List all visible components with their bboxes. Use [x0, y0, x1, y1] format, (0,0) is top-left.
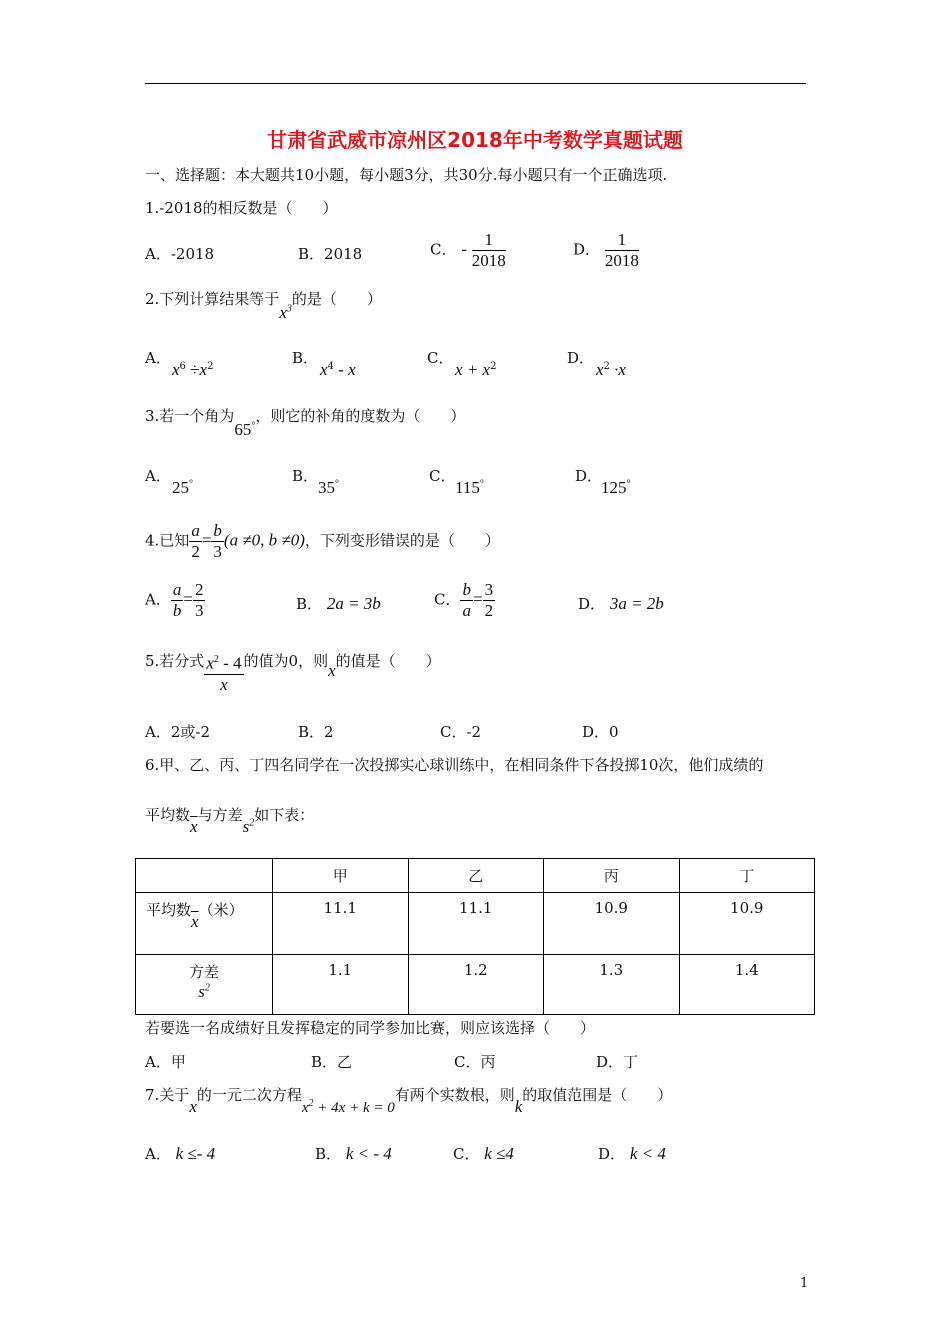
table-cell: 11.1	[273, 893, 409, 955]
q3-d-label: D．	[575, 467, 603, 485]
q4-option-a	[145, 580, 205, 621]
q4-stem	[145, 521, 500, 562]
q6-stem-line2	[145, 804, 315, 836]
q3-d-deg: °	[626, 478, 631, 490]
q1-option-c	[430, 230, 506, 271]
q6-line2-post: 如下表：	[254, 806, 315, 824]
q1-d-den: 2018	[604, 251, 639, 270]
q4-option-d	[578, 593, 664, 614]
q7-option-a	[145, 1143, 215, 1164]
q4-f1-num: a	[191, 521, 200, 540]
q2-a-exp2: 2	[207, 361, 214, 372]
q3-stem-pre: 3.若一个角为	[145, 407, 235, 425]
q7-var: x	[189, 1097, 197, 1116]
q2-c-exp: 2	[490, 361, 497, 372]
row-label-variance	[136, 955, 273, 1015]
q3-c-label: C．	[429, 467, 456, 485]
q2-b-x: x	[320, 360, 328, 379]
q6-line2-pre: 平均数	[145, 806, 191, 824]
q3-stem-deg: °	[251, 420, 256, 432]
table-cell: 11.1	[408, 893, 544, 955]
q4-a-frac-2	[193, 580, 206, 621]
q4-c-eq: =	[472, 589, 483, 609]
q5-num-x: x	[206, 653, 214, 673]
table-row	[136, 893, 815, 955]
q1-option-d	[573, 230, 639, 271]
q3-c-val: 115	[455, 478, 480, 497]
q3-option-b	[318, 478, 339, 498]
row-label-mean	[136, 893, 273, 955]
q4-option-b	[296, 593, 381, 614]
q6-option-d: D．丁	[596, 1053, 639, 1071]
q7-eq-exp: 2	[308, 1098, 314, 1109]
q2-option-c	[455, 360, 496, 380]
q5-option-c: C．-2	[440, 723, 482, 741]
q4-a-num2: 2	[194, 580, 204, 599]
q6-s-exp: 2	[249, 817, 255, 829]
q7-stem-post: 的取值范围是（ ）	[522, 1086, 673, 1104]
q4-f1-den: 2	[191, 542, 200, 561]
q4-a-den: b	[172, 601, 182, 620]
q7-option-c	[453, 1143, 514, 1164]
q6-option-a: A．甲	[145, 1053, 186, 1071]
q2-a-op: ÷	[185, 360, 200, 379]
table-cell: 10.9	[544, 893, 680, 955]
q2-option-a	[172, 360, 213, 380]
table-header-cell	[136, 859, 273, 893]
q7-stem-mid: 的一元二次方程	[196, 1086, 302, 1104]
q4-a-label: A．	[145, 590, 171, 609]
q5-fraction	[204, 650, 243, 695]
q4-a-eq: =	[183, 589, 193, 609]
q4-b-label: B．	[296, 595, 323, 613]
q3-b-val: 35	[318, 478, 335, 497]
q1-option-a: A．-2018	[145, 245, 215, 263]
table-header-cell: 丁	[679, 859, 815, 893]
table-header-cell: 乙	[408, 859, 544, 893]
row2-s-exp: 2	[204, 982, 210, 994]
q2-d-x: x	[596, 360, 604, 379]
q4-frac-2	[211, 521, 224, 562]
q2-option-b	[320, 360, 356, 380]
q4-c-num2: 3	[484, 580, 494, 599]
q4-c-den2: 2	[484, 601, 494, 620]
q3-option-d	[601, 478, 631, 498]
q4-frac-1	[189, 521, 202, 562]
q5-stem-mid: 的值为0，则	[243, 652, 329, 670]
q2-stem	[145, 288, 382, 322]
q2-a-label: A．	[145, 349, 171, 367]
q7-c-label: C．	[453, 1145, 480, 1163]
q2-c-label: C．	[427, 349, 454, 367]
table-cell: 1.1	[273, 955, 409, 1015]
q7-eq-x: x	[301, 1100, 309, 1116]
q3-a-val: 25	[172, 478, 189, 497]
table-cell: 1.4	[679, 955, 815, 1015]
q2-a-x2: x	[199, 360, 208, 379]
row1-label-pre: 平均数	[146, 901, 192, 919]
q2-d-label: D．	[567, 349, 595, 367]
q5-num-rest: - 4	[218, 653, 242, 673]
q2-b-exp: 4	[327, 361, 334, 372]
q3-stem-post: ，则它的补角的度数为（ ）	[255, 407, 466, 425]
q3-stem-val: 65	[234, 420, 252, 439]
q4-c-frac-2	[483, 580, 496, 621]
q3-option-a	[172, 478, 193, 498]
q2-b-label: B．	[292, 349, 319, 367]
table-header-cell: 丙	[544, 859, 680, 893]
table-header-row	[136, 859, 815, 893]
q1-c-den: 2018	[471, 251, 506, 270]
q6-line2-mid: 与方差	[197, 806, 243, 824]
q4-stem-pre: 4.已知	[145, 531, 190, 550]
q2-c-math: x + x	[455, 360, 491, 379]
q5-option-b: B．2	[298, 723, 334, 741]
q6-stem: 6.甲、乙、丙、丁四名同学在一次投掷实心球训练中，在相同条件下各投掷10次，他们成绩的	[145, 756, 764, 774]
q7-option-b	[315, 1143, 392, 1164]
q4-option-c	[434, 580, 495, 621]
q4-b-math: 2a = 3b	[326, 594, 381, 613]
score-table	[135, 858, 815, 1015]
q4-a-den2: 3	[194, 601, 204, 620]
table-cell: 1.3	[544, 955, 680, 1015]
q2-a-x1: x	[172, 360, 180, 379]
q6-option-b: B．乙	[311, 1053, 353, 1071]
table-header-cell: 甲	[273, 859, 409, 893]
q7-a-label: A．	[145, 1145, 171, 1163]
q4-f2-den: 3	[213, 542, 222, 561]
q1-c-fraction	[472, 230, 506, 271]
q4-c-frac-1	[460, 580, 473, 621]
q4-stem-post: ，下列变形错误的是（ ）	[304, 531, 500, 550]
q5-num-exp: 2	[213, 654, 219, 665]
q6-xbar: $\overline{x}$	[190, 817, 198, 836]
q7-stem-mid2: 有两个实数根，则	[394, 1086, 515, 1104]
q2-d-rest: ·x	[609, 360, 626, 379]
q4-condition: (a ≠0, b ≠0)	[223, 530, 305, 550]
q4-c-den: a	[462, 601, 471, 620]
q5-den: x	[220, 674, 228, 694]
q4-a-num: a	[172, 580, 182, 599]
q7-k: k	[514, 1097, 523, 1116]
q4-c-num: b	[462, 580, 471, 599]
q2-b-rest: - x	[333, 360, 356, 379]
table-cell: 1.2	[408, 955, 544, 1015]
q3-d-val: 125	[601, 478, 627, 497]
q3-c-deg: °	[479, 478, 484, 490]
q7-eq-rest: + 4x + k = 0	[313, 1100, 395, 1116]
q5-var: x	[328, 661, 336, 680]
q3-a-label: A．	[145, 467, 171, 485]
q5-stem-pre: 5.若分式	[145, 652, 205, 670]
header-rule	[145, 83, 806, 84]
q1-stem: 1.-2018的相反数是（ ）	[145, 199, 338, 217]
q2-stem-pre: 2.下列计算结果等于	[145, 290, 280, 308]
q4-c-label: C．	[434, 590, 461, 609]
q5-stem-post: 的值是（ ）	[335, 652, 441, 670]
q7-b-label: B．	[315, 1145, 342, 1163]
q7-option-d	[598, 1143, 666, 1164]
q6-s: s	[242, 817, 250, 836]
q3-b-deg: °	[335, 478, 339, 490]
section-heading: 一、选择题：本大题共10小题，每小题3分，共30分.每小题只有一个正确选项.	[145, 166, 668, 184]
q5-option-a: A．2或-2	[145, 723, 210, 741]
q7-d-math: k < 4	[629, 1144, 666, 1163]
table-cell: 10.9	[679, 893, 815, 955]
q3-a-deg: °	[189, 478, 193, 490]
page-title: 甘肃省武威市凉州区2018年中考数学真题试题	[267, 128, 683, 152]
q4-eq: =	[201, 530, 212, 550]
q5-option-d: D．0	[582, 723, 619, 741]
q1-c-label: C．	[430, 240, 457, 259]
q7-stem	[145, 1084, 673, 1116]
q7-d-label: D．	[598, 1145, 626, 1163]
q2-a-exp1: 6	[179, 361, 186, 372]
q7-a-math: k ≤- 4	[175, 1144, 216, 1163]
row1-xbar: $\overline{x}$	[191, 912, 199, 931]
q4-a-frac-1	[171, 580, 184, 621]
q2-option-d	[596, 360, 626, 380]
q3-b-label: B．	[292, 467, 319, 485]
q1-c-num: 1	[472, 230, 506, 251]
table-row	[136, 955, 815, 1015]
q4-d-math: 3a = 2b	[609, 594, 664, 613]
q2-stem-exp: 3	[286, 303, 292, 315]
q1-option-b: B．2018	[298, 245, 363, 263]
q3-option-c	[455, 478, 484, 498]
q2-stem-var: x	[279, 303, 287, 322]
q4-f2-num: b	[213, 521, 222, 540]
q1-d-num: 1	[605, 230, 639, 251]
q7-c-math: k ≤4	[484, 1144, 514, 1163]
q4-d-label: D．	[578, 595, 606, 613]
q1-c-sign: -	[461, 239, 467, 259]
page-number: 1	[800, 1276, 809, 1291]
q1-d-label: D．	[573, 240, 601, 259]
q6-option-c: C．丙	[454, 1053, 496, 1071]
q1-d-fraction	[605, 230, 639, 271]
row2-label: 方差	[188, 963, 219, 981]
q2-d-exp: 2	[603, 361, 610, 372]
q3-stem	[145, 405, 466, 439]
row2-s: s	[198, 982, 205, 1001]
q6-after-table: 若要选一名成绩好且发挥稳定的同学参加比赛，则应该选择（ ）	[145, 1019, 596, 1037]
row1-label-post: （米）	[198, 901, 244, 919]
q7-b-math: k < - 4	[345, 1144, 392, 1163]
q7-stem-pre: 7.关于	[145, 1086, 190, 1104]
q2-stem-post: 的是（ ）	[291, 290, 382, 308]
q5-stem	[145, 650, 441, 695]
